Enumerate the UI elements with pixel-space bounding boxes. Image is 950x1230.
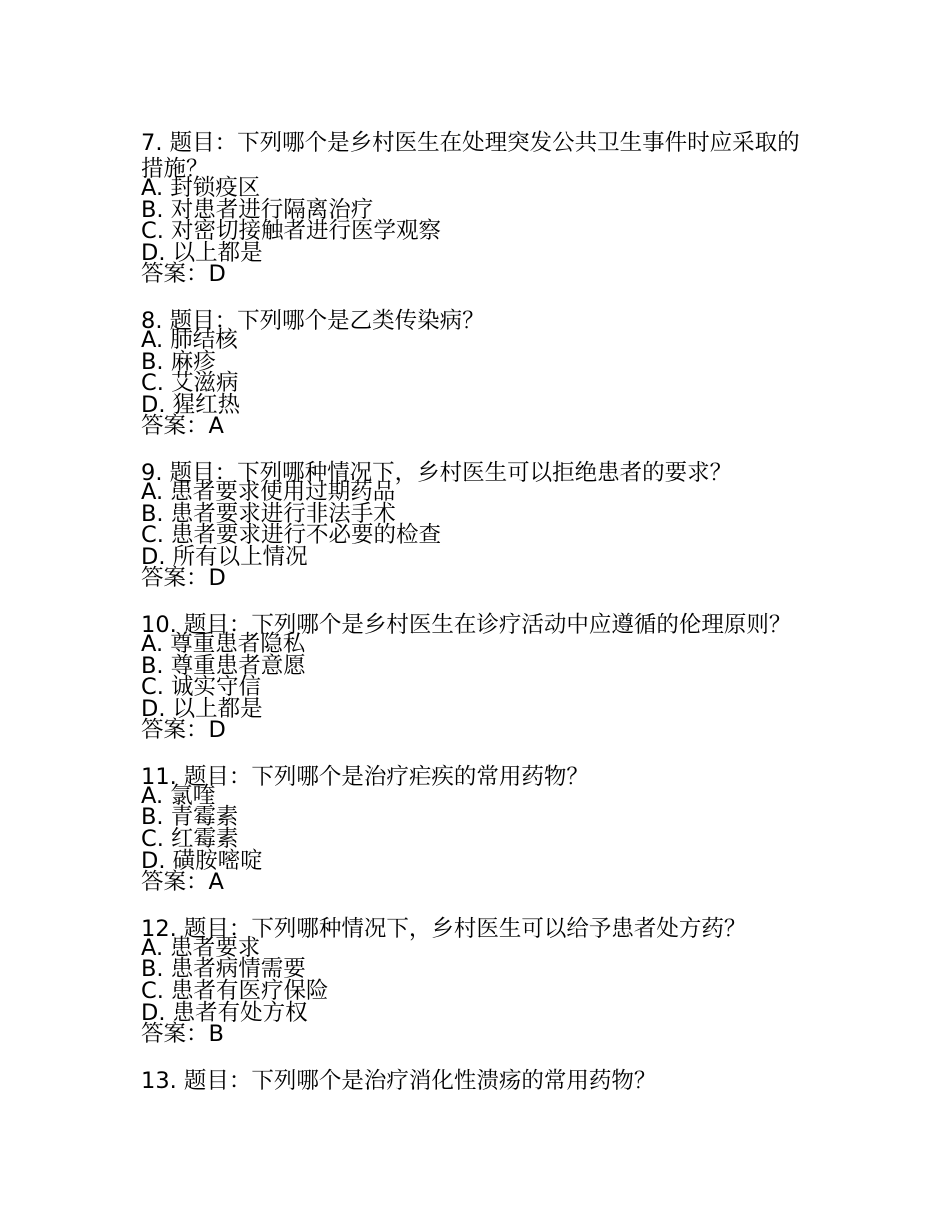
option-a: A. 患者要求使用过期药品	[141, 478, 396, 505]
option-c: C. 诚实守信	[141, 674, 262, 701]
option-d: D. 猩红热	[141, 391, 241, 418]
option-d: D. 以上都是	[141, 239, 263, 266]
question-7	[141, 130, 821, 286]
option-a: A. 封锁疫区	[141, 175, 261, 201]
question-11	[141, 764, 821, 894]
question-list	[141, 130, 821, 1112]
answer: 答案：D	[141, 565, 226, 592]
option-c: C. 对密切接触者进行医学观察	[141, 218, 442, 245]
option-c: C. 红霉素	[141, 826, 239, 853]
option-b: B. 患者要求进行非法手术	[141, 500, 396, 527]
question-8	[141, 308, 821, 438]
option-b: B. 青霉素	[141, 804, 239, 831]
answer: 答案：D	[141, 717, 226, 744]
question-10	[141, 612, 821, 742]
option-a: A. 肺结核	[141, 326, 238, 353]
question-13	[141, 1068, 821, 1094]
question-title: 8. 题目：下列哪个是乙类传染病？	[141, 307, 485, 334]
option-d: D. 患者有处方权	[141, 999, 308, 1026]
option-a: A. 尊重患者隐私	[141, 630, 306, 657]
question-title: 10. 题目：下列哪个是乡村医生在诊疗活动中应遵循的伦理原则？	[141, 611, 792, 638]
option-c: C. 艾滋病	[141, 370, 239, 397]
option-d: D. 以上都是	[141, 695, 263, 722]
option-c: C. 患者有医疗保险	[141, 978, 329, 1005]
question-title: 13. 题目：下列哪个是治疗消化性溃疡的常用药物？	[141, 1067, 657, 1094]
answer: 答案：B	[141, 1021, 224, 1048]
question-12	[141, 916, 821, 1046]
question-9	[141, 460, 821, 590]
question-title: 12. 题目：下列哪种情况下，乡村医生可以给予患者处方药？	[141, 915, 747, 942]
option-b: B. 尊重患者意愿	[141, 652, 306, 679]
option-c: C. 患者要求进行不必要的检查	[141, 522, 442, 549]
answer: 答案：A	[141, 413, 224, 440]
option-d: D. 磺胺嘧啶	[141, 847, 263, 874]
option-b: B. 麻疹	[141, 348, 216, 375]
option-b: B. 患者病情需要	[141, 956, 306, 983]
answer: 答案：A	[141, 869, 224, 896]
answer: 答案：D	[141, 261, 226, 288]
question-title: 9. 题目：下列哪种情况下，乡村医生可以拒绝患者的要求？	[141, 459, 733, 486]
option-d: D. 所有以上情况	[141, 543, 308, 570]
question-title: 7. 题目：下列哪个是乡村医生在处理突发公共卫生事件时应采取的措施？	[141, 130, 800, 182]
option-a: A. 患者要求	[141, 934, 261, 961]
question-title: 11. 题目：下列哪个是治疗疟疾的常用药物？	[141, 763, 589, 790]
option-b: B. 对患者进行隔离治疗	[141, 196, 374, 223]
option-a: A. 氯喹	[141, 782, 216, 809]
